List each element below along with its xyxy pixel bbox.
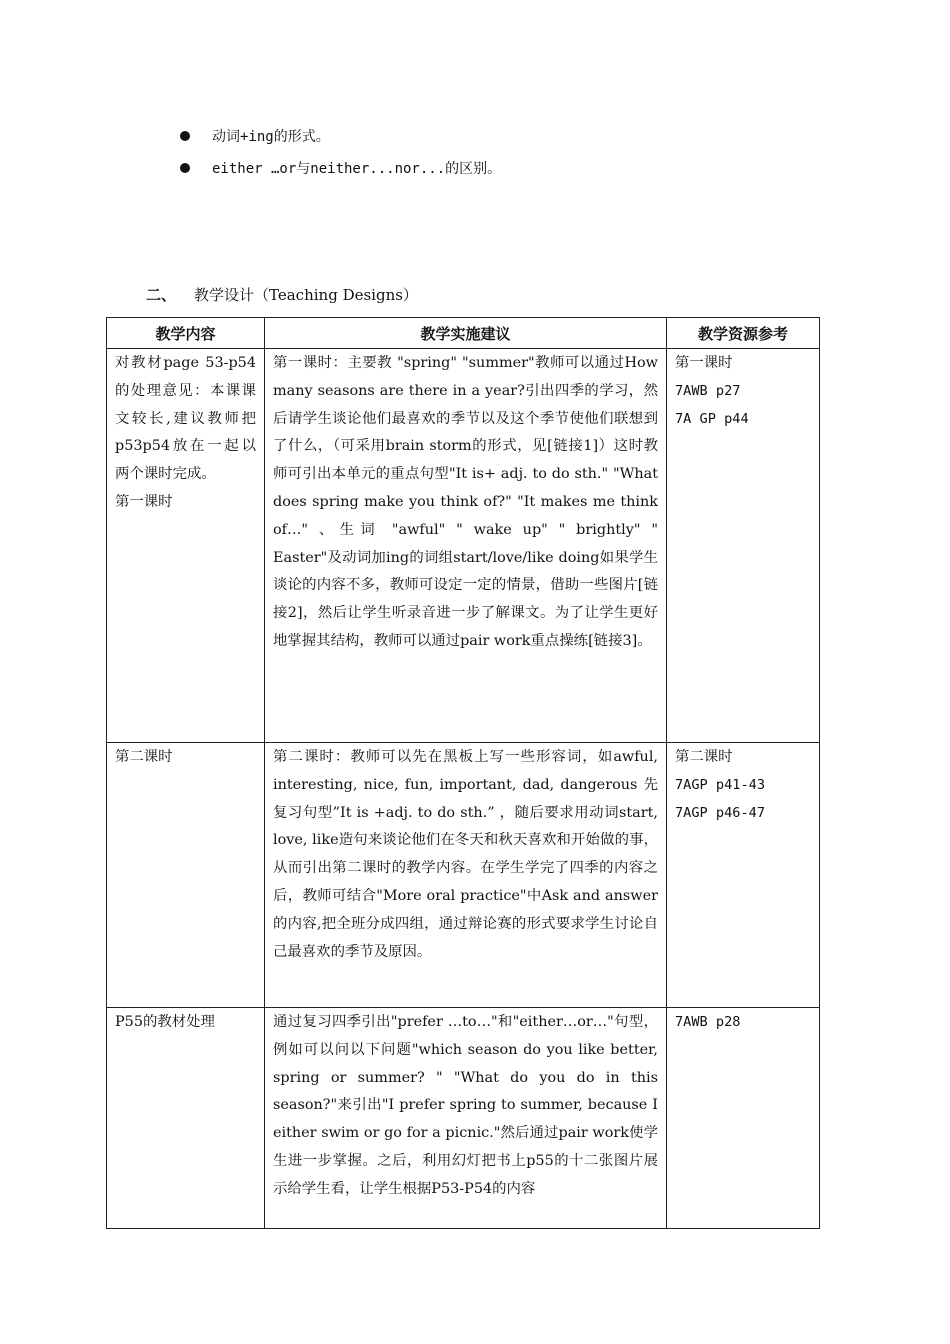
cell-resources [667, 743, 820, 1008]
cell-suggestion [265, 349, 667, 743]
resource-text: 7AWB p28 [675, 1014, 741, 1030]
cell-content [107, 1008, 265, 1229]
header-suggestion: 教学实施建议 [265, 318, 667, 349]
suggestion-text: 第二课时：教师可以先在黑板上写一些形容词，如awful, interesting, nice, fun, important, dad, dangerous 先复习句型”It is +adj. to do sth.” ，随后要求用动词start, love, like造句来谈论他们在冬天和秋天喜欢和开始做的事，从而引出第二课时的教学内容。在学生学完了四季的内容之后，教师可结合"More oral practice"中Ask and answer的内容,把全班分成四组，通过辩论赛的形式要求学生讨论自己最喜欢的季节及原因。 [273, 749, 658, 960]
resource-text: 7AGP p41-43 [675, 776, 766, 793]
suggestion-text: 第一课时：主要教 "spring" "summer"教师可以通过How many seasons are there in a year?引出四季的学习，然后请学生谈论他们最喜欢的季节以及这个季节使他们联想到了什么，（可采用brain storm的形式，见[链接1]）这时教师可引出本单元的重点句型"It is+ adj. to do sth." "What does spring make you think of?" "It makes me think of…" 、生词 "awful" " wake up" " brightly" " Easter"及动词加ing的词组start/love/like doing如果学生谈论的内容不多，教师可设定一定的情景，借助一些图片[链接2]，然后让学生听录音进一步了解课文。为了让学生更好地掌握其结构，教师可以通过pair work重点操练[链接3]。 [273, 355, 658, 649]
bullet-dot-icon [180, 131, 190, 141]
table-row [107, 743, 820, 1008]
teaching-design-table [106, 317, 820, 1229]
cell-content [107, 743, 265, 1008]
cell-suggestion [265, 743, 667, 1008]
bullet-text: either …or与neither...nor...的区别。 [212, 161, 502, 177]
content-text: 对教材page 53-p54的处理意见：本课课文较长,建议教师把p53p54放在一起以两个课时完成。 [115, 355, 256, 483]
bullet-dot-icon [180, 163, 190, 173]
bullet-list [178, 120, 501, 184]
cell-resources [667, 1008, 820, 1229]
header-resources: 教学资源参考 [667, 318, 820, 349]
section-title: 教学设计（Teaching Designs） [194, 286, 418, 304]
table-header-row [107, 318, 820, 349]
section-heading [146, 284, 418, 305]
bullet-item [178, 152, 501, 184]
content-text: P55的教材处理 [115, 1014, 215, 1030]
resource-text: 第二课时 [675, 749, 733, 765]
table-row [107, 349, 820, 743]
resource-text: 第一课时 [675, 355, 733, 371]
suggestion-text: 通过复习四季引出"prefer …to…"和"either…or…"句型，例如可以问以下问题"which season do you like better, spring or summer? " "What do you do in this season?"来引出"I prefer spring to summer, because I either swim or go for a picnic."然后通过pair work使学生进一步掌握。之后，利用幻灯把书上p55的十二张图片展示给学生看，让学生根据P53-P54的内容 [273, 1014, 658, 1197]
cell-resources [667, 349, 820, 743]
resource-text: 7AGP p46-47 [675, 804, 766, 821]
bullet-item [178, 120, 501, 152]
content-text: 第一课时 [115, 493, 173, 510]
cell-content [107, 349, 265, 743]
bullet-text: 动词+ing的形式。 [212, 129, 330, 145]
table-row [107, 1008, 820, 1229]
section-number: 二、 [146, 286, 177, 304]
resource-text: 7AWB p27 [675, 382, 741, 399]
content-text: 第二课时 [115, 749, 173, 765]
header-content: 教学内容 [107, 318, 265, 349]
resource-text: 7A GP p44 [675, 410, 749, 427]
cell-suggestion [265, 1008, 667, 1229]
